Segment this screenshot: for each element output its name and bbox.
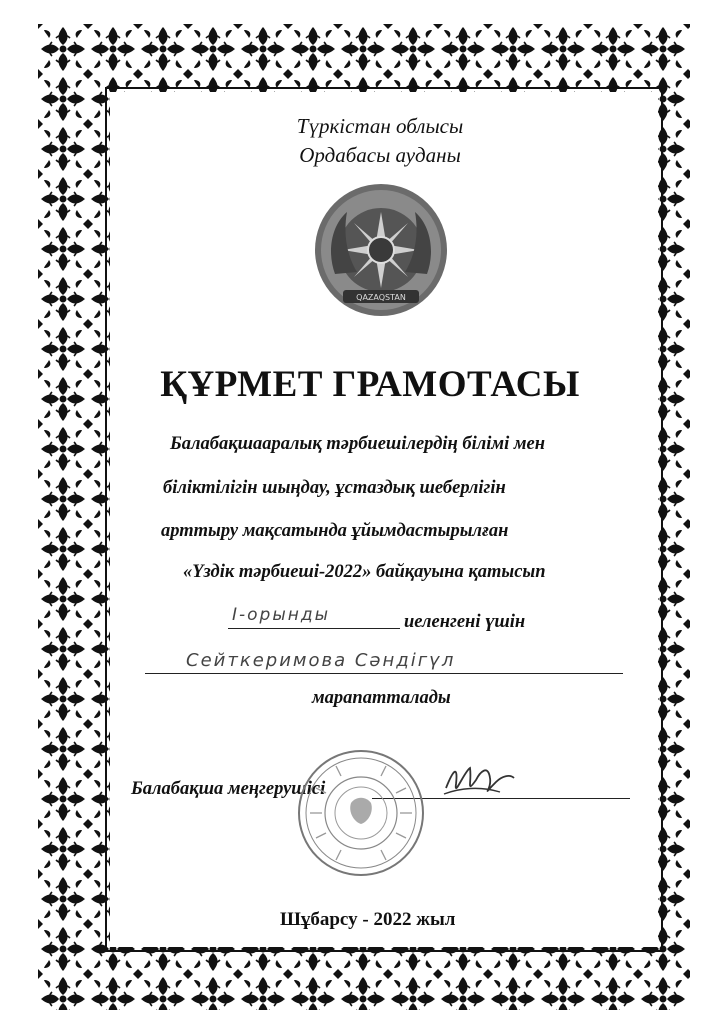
place-suffix: иеленгені үшін — [404, 612, 526, 632]
emblem-caption: QAZAQSTAN — [356, 293, 406, 302]
page-title: ҚҰРМЕТ ГРАМОТАСЫ — [160, 364, 580, 405]
region-name: Түркістан облысы — [296, 114, 464, 138]
round-stamp-icon — [296, 748, 426, 878]
recipient-handwritten: Сейткеримова Сәндігүл — [186, 650, 456, 671]
body-line-3: арттыру мақсатында ұйымдастырылған — [161, 521, 509, 541]
awarded-text: марапатталады — [312, 688, 451, 708]
body-line-4: «Үздік тәрбиеші-2022» байқауына қатысып — [183, 562, 546, 582]
place-underline — [228, 628, 400, 629]
handwritten-signature-icon — [440, 758, 518, 806]
body-line-2: біліктілігін шыңдау, ұстаздық шеберлігін — [163, 478, 506, 498]
body-line-1: Балабақшааралық тәрбиешілердің білімі мен — [170, 434, 546, 454]
footer-place-year: Шұбарсу - 2022 жыл — [280, 909, 456, 930]
state-emblem-icon — [313, 182, 449, 318]
place-handwritten: I-орынды — [232, 605, 331, 625]
recipient-underline — [145, 673, 623, 674]
district-name: Ордабасы ауданы — [299, 143, 461, 167]
signature-label: Балабақша меңгерушісі — [131, 779, 326, 799]
